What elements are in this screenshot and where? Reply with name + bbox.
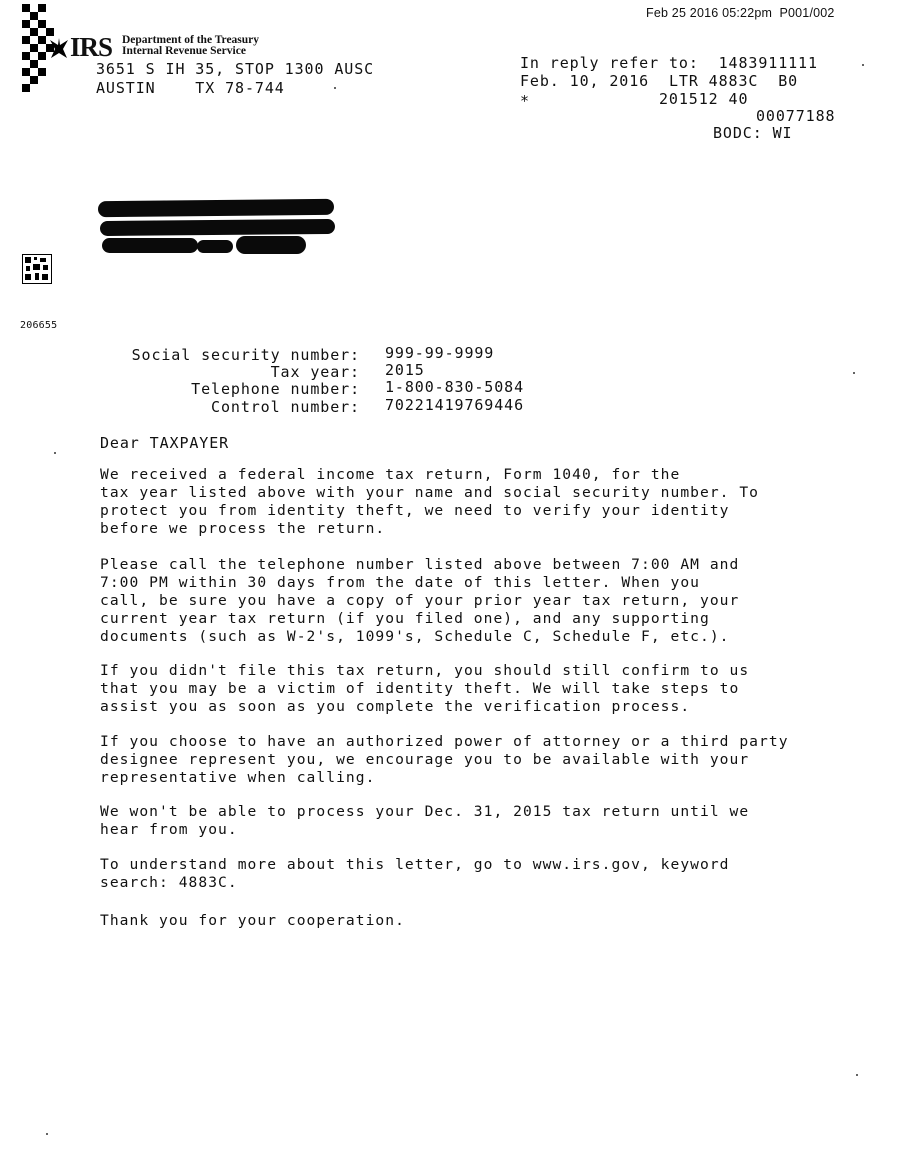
scan-speck [46,1133,48,1135]
paragraph-thank-you: Thank you for your cooperation. [100,912,405,929]
side-code: 206655 [20,320,58,331]
reference-mark: * [520,92,530,110]
paragraph-more-info: To understand more about this letter, go to www.irs.gov, keyword search: 4883C. [100,856,730,891]
reference-line-2: Feb. 10, 2016 LTR 4883C B0 [520,72,799,90]
paragraph-didnt-file: If you didn't file this tax return, you should still confirm to us that you may be a victim of identity theft. We will take steps to assist you as soon as you complete the verification process. [100,662,750,715]
reference-line-3: 201512 40 [659,90,749,108]
sender-address-line-2: AUSTIN TX 78-744 [96,79,285,97]
paragraph-call-instructions: Please call the telephone number listed above between 7:00 AM and 7:00 PM within 30 days from the date of this letter. When you call, be sure you have a copy of your prior year tax return, your current year tax return (if you filed one), and any supporting documents (such as W-2's, 1099's, Schedule C, Schedule F, etc.). [100,556,740,645]
ssn-label: Social security number: [131,346,360,364]
irs-logo [48,32,260,66]
fax-header: Feb 25 2016 05:22pm P001/002 [646,6,835,20]
agency-name [122,35,259,57]
tax-year-label: Tax year: [270,363,360,381]
tax-year-value: 2015 [385,361,425,379]
scan-speck [853,372,855,374]
eagle-icon [48,36,70,62]
greeting: Dear TAXPAYER [100,434,230,452]
irs-wordmark: IRS [70,32,113,62]
control-number-label: Control number: [211,398,360,416]
control-number-value: 70221419769446 [385,396,525,414]
paragraph-power-of-attorney: If you choose to have an authorized power of attorney or a third party designee represent you, we encourage you to be available with your representative when calling. [100,733,789,786]
agency-line-2: Internal Revenue Service [122,45,246,57]
reference-line-1: In reply refer to: 1483911111 [520,54,818,72]
reference-line-5: BODC: WI [713,124,793,142]
reference-line-4: 00077188 [756,107,836,125]
ssn-value: 999-99-9999 [385,344,495,362]
scan-speck [54,452,56,454]
agency-line-1: Department of the Treasury [122,34,260,46]
paragraph-processing-hold: We won't be able to process your Dec. 31, 2015 tax return until we hear from you. [100,803,750,838]
telephone-label: Telephone number: [191,380,360,398]
sender-address-line-1: 3651 S IH 35, STOP 1300 AUSC [96,60,375,78]
barcode-square [22,254,52,284]
scan-speck [862,64,864,66]
paragraph-verify-identity: We received a federal income tax return, Form 1040, for the tax year listed above with your name and social security number. To protect you from identity theft, we need to verify your identity before we process the return. [100,466,760,537]
telephone-value: 1-800-830-5084 [385,378,525,396]
scan-speck [334,87,336,89]
scan-speck [856,1074,858,1076]
